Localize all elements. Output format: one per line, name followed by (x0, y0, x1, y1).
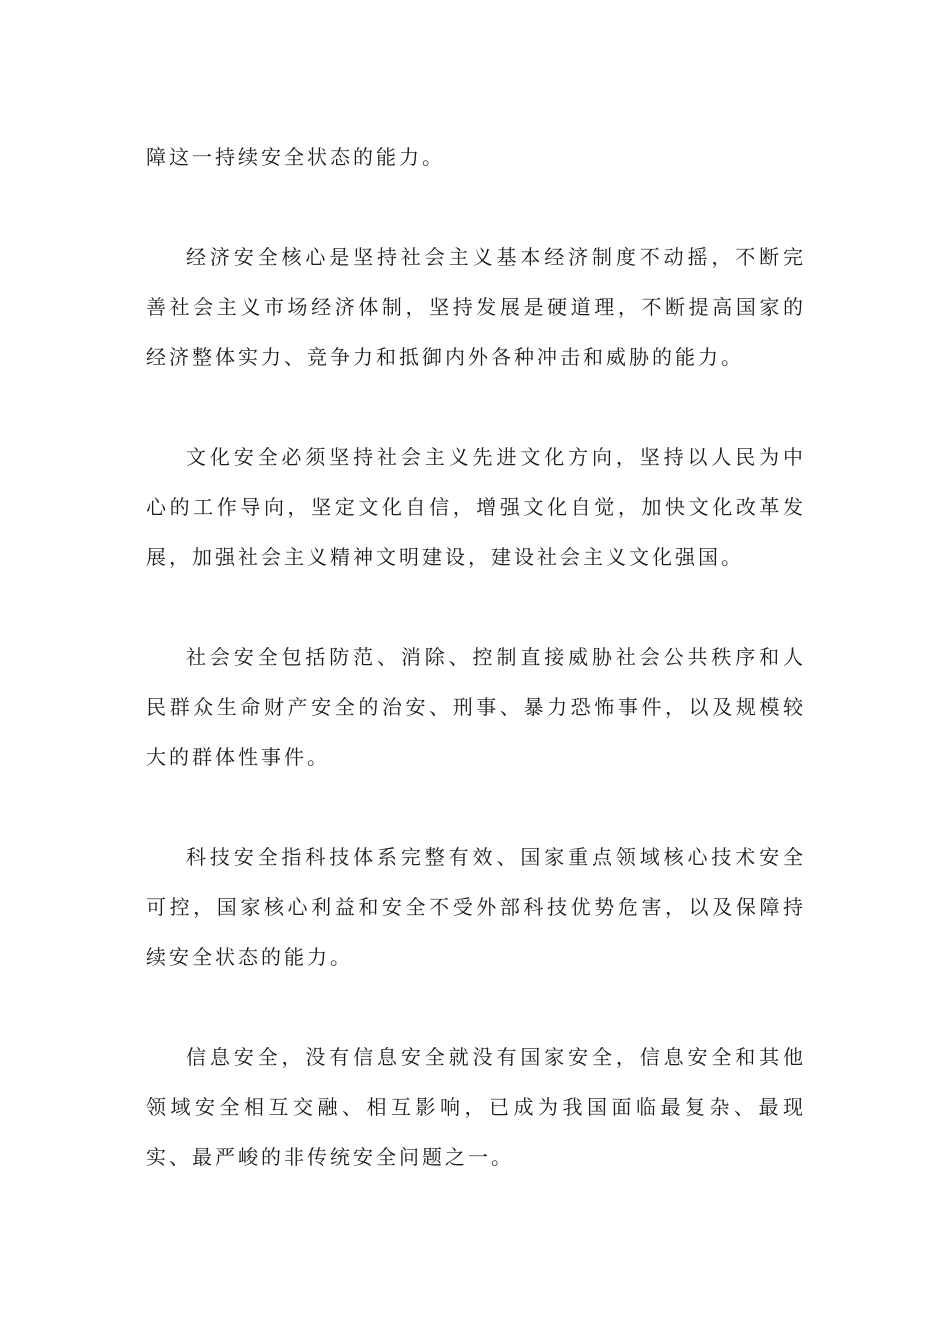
paragraph-cultural-security: 文化安全必须坚持社会主义先进文化方向，坚持以人民为中心的工作导向，坚定文化自信，增强文化自觉，加快文化改革发展，加强社会主义精神文明建设，建设社会主义文化强国。 (146, 445, 806, 569)
paragraph-gap (146, 582, 806, 632)
paragraph-information-security: 信息安全，没有信息安全就没有国家安全，信息安全和其他领域安全相互交融、相互影响，已成为我国面临最复杂、最现实、最严峻的非传统安全问题之一。 (146, 1045, 806, 1169)
paragraph-continuation: 障这一持续安全状态的能力。 (146, 145, 445, 169)
paragraph-gap (146, 182, 806, 232)
paragraph-gap (146, 382, 806, 432)
paragraph-social-security: 社会安全包括防范、消除、控制直接威胁社会公共秩序和人民群众生命财产安全的治安、刑事、暴力恐怖事件，以及规模较大的群体性事件。 (146, 645, 806, 769)
paragraph-technology-security: 科技安全指科技体系完整有效、国家重点领域核心技术安全可控，国家核心利益和安全不受外部科技优势危害，以及保障持续安全状态的能力。 (146, 845, 806, 969)
paragraph-economic-security: 经济安全核心是坚持社会主义基本经济制度不动摇，不断完善社会主义市场经济体制，坚持发展是硬道理，不断提高国家的经济整体实力、竞争力和抵御内外各种冲击和威胁的能力。 (146, 245, 806, 369)
paragraph-gap (146, 782, 806, 832)
document-body (146, 132, 806, 1182)
paragraph-gap (146, 982, 806, 1032)
